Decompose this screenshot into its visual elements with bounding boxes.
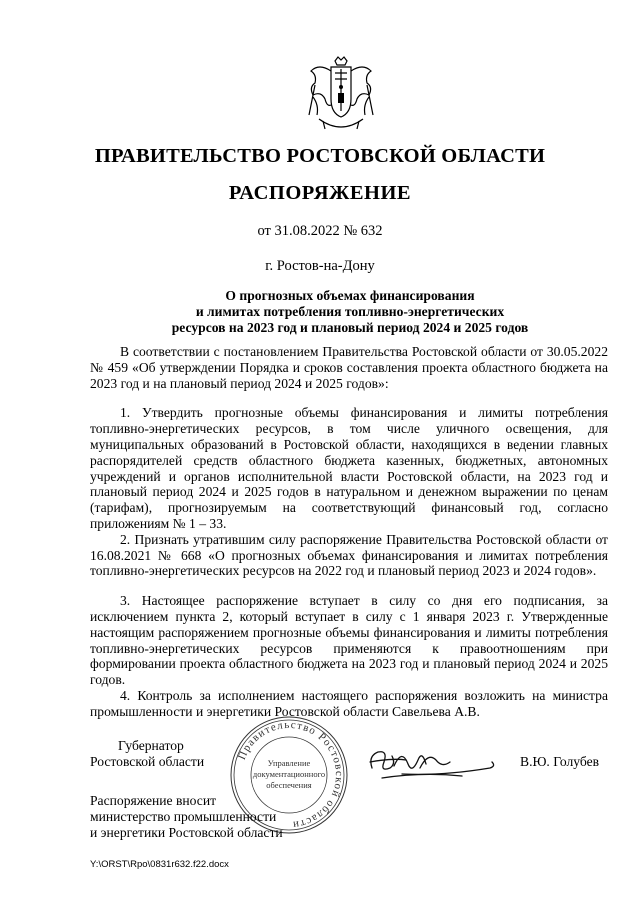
document-body bbox=[90, 344, 608, 720]
signatory-name: В.Ю. Голубев bbox=[520, 754, 600, 769]
signatory-title: Губернатор Ростовской области bbox=[90, 738, 205, 769]
item-2: 2. Признать утратившим силу распоряжение Правительства Ростовской области от 16.08.2021 № 668 «О прогнозных объемах финансирования и лимитах потребления топливно-энергетических ресурсов на 2022 год и плановый период 2023 и 2024 годов». bbox=[90, 531, 608, 579]
seal-center-line: документационного bbox=[252, 769, 326, 779]
title-line: ресурсов на 2023 год и плановый период 2024 и 2025 годов bbox=[171, 319, 529, 335]
title-line: и лимитах потребления топливно-энергетических bbox=[195, 303, 505, 319]
seal-center-line: Управление bbox=[267, 758, 311, 768]
document-type: РАСПОРЯЖЕНИЕ bbox=[228, 182, 412, 204]
preamble: В соответствии с постановлением Правительства Ростовской области от 30.05.2022 № 459 «Об утверждении Порядка и сроков составления проекта областного бюджета на 2023 год и на плановый период 2024 и 2025 годов»: bbox=[90, 344, 608, 391]
item-4: 4. Контроль за исполнением настоящего распоряжения возложить на министра промышленности и энергетики Ростовской области Савельева А.В. bbox=[90, 687, 608, 719]
seal-center-line: обеспечения bbox=[266, 780, 312, 790]
city: г. Ростов-на-Дону bbox=[265, 258, 375, 274]
handwritten-signature bbox=[362, 738, 502, 788]
title-line: О прогнозных объемах финансирования bbox=[225, 288, 475, 303]
date-number: от 31.08.2022 № 632 bbox=[257, 223, 383, 239]
file-path: Y:\ORST\Rpo\0831r632.f22.docx bbox=[90, 859, 229, 870]
government-name: ПРАВИТЕЛЬСТВО РОСТОВСКОЙ ОБЛАСТИ bbox=[94, 145, 546, 167]
coat-of-arms-icon bbox=[305, 55, 377, 137]
item-3: 3. Настоящее распоряжение вступает в силу со дня его подписания, за исключением пункта 2, который вступает в силу с 1 января 2023 г. Утвержденные настоящим распоряжением прогнозные объемы финансирования и лимиты потребления топливно-энергетических ресурсов применяются к правоотношениям при формировании проекта областного бюджета на 2023 год и плановый период 2024 и 2025 годов. bbox=[90, 593, 608, 688]
submitted-by: Распоряжение вносит министерство промышленности и энергетики Ростовской области bbox=[90, 793, 283, 840]
seal-ring-text: Правительство Ростовской области bbox=[235, 718, 346, 831]
document-title bbox=[90, 288, 610, 335]
item-1: 1. Утвердить прогнозные объемы финансирования и лимиты потребления топливно-энергетических ресурсов, в том числе уличного освещения, для муниципальных образований в Ростовской области, находящихся в ведении главных распорядителей средств областного бюджета казенных, бюджетных, автономных учреждений и органов исполнительной власти Ростовской области, на 2023 год и плановый период 2024 и 2025 годов в натуральном и денежном выражении по ценам (тарифам), прогнозируемым на соответствующий финансовый год, согласно приложениям № 1 – 33. bbox=[90, 405, 608, 531]
